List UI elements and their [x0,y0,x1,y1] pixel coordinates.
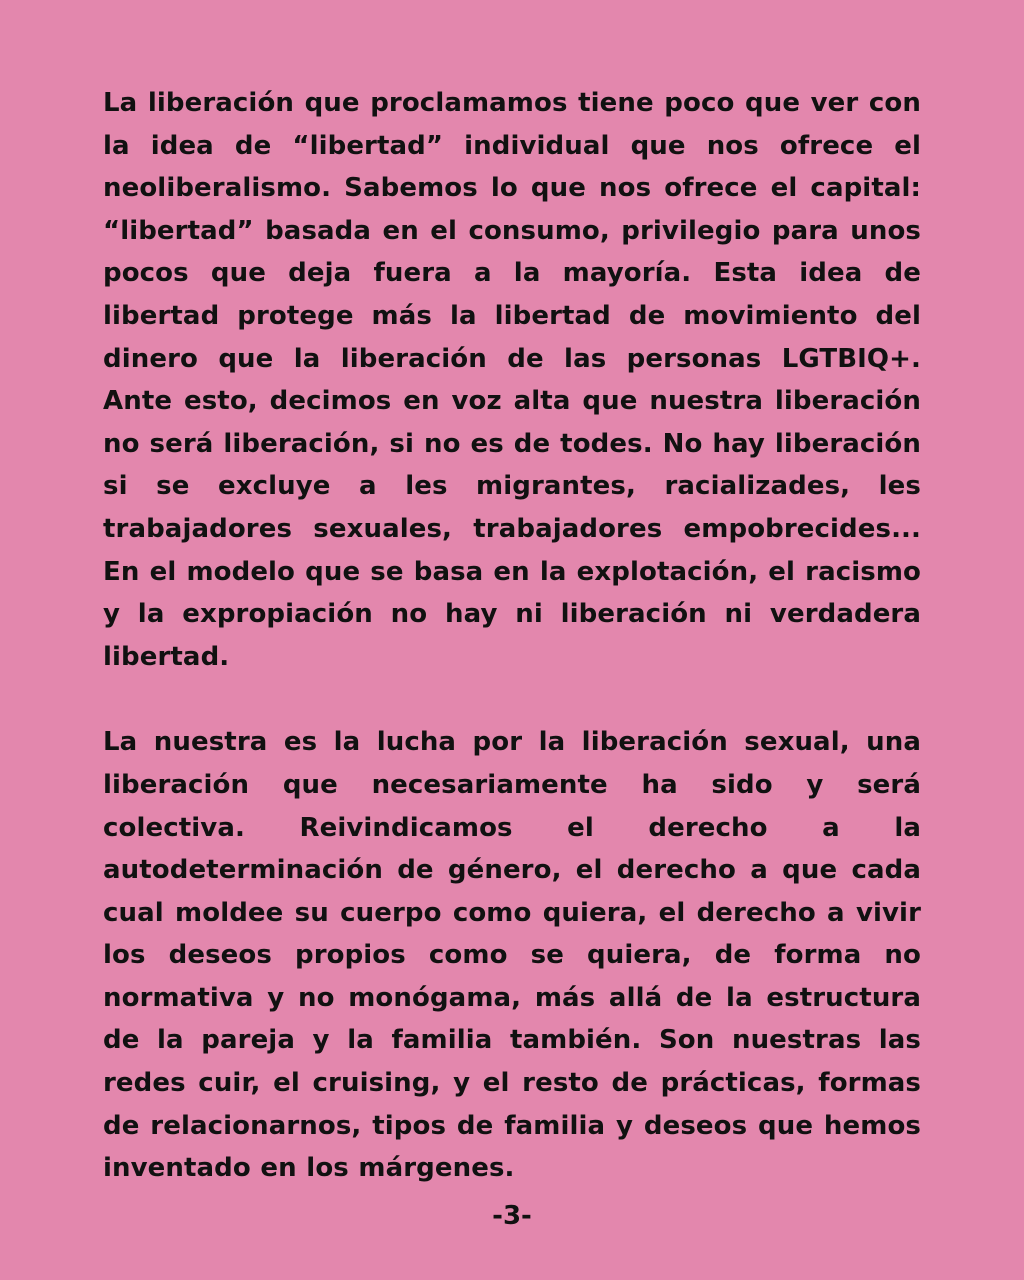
document-body [103,82,921,1190]
page-number: -3- [492,1201,532,1231]
paragraph-liberation: La liberación que proclamamos tiene poco que ver con la idea de “libertad” individual que nos ofrece el neoliberalismo. Sabemos lo que nos ofrece el capital: “libertad” basada en el consumo, privilegio para unos pocos que deja fuera a la mayoría. Esta idea de libertad protege más la libertad de movimiento del dinero que la liberación de las personas LGTBIQ+. Ante esto, decimos en voz alta que nuestra liberación no será liberación, si no es de todes. No hay liberación si se excluye a les migrantes, racializades, les trabajadores sexuales, trabajadores empobrecides... En el modelo que se basa en la explotación, el racismo y la expropiación no hay ni liberación ni verdadera libertad. [103,88,921,672]
paragraph-sexual-liberation: La nuestra es la lucha por la liberación sexual, una liberación que necesariamente ha sido y será colectiva. Reivindicamos el derecho a la autodeterminación de género, el derecho a que cada cual moldee su cuerpo como quiera, el derecho a vivir los deseos propios como se quiera, de forma no normativa y no monógama, más allá de la estructura de la pareja y la familia también. Son nuestras las redes cuir, el cruising, y el resto de prácticas, formas de relacionarnos, tipos de familia y deseos que hemos inventado en los márgenes. [103,727,921,1184]
